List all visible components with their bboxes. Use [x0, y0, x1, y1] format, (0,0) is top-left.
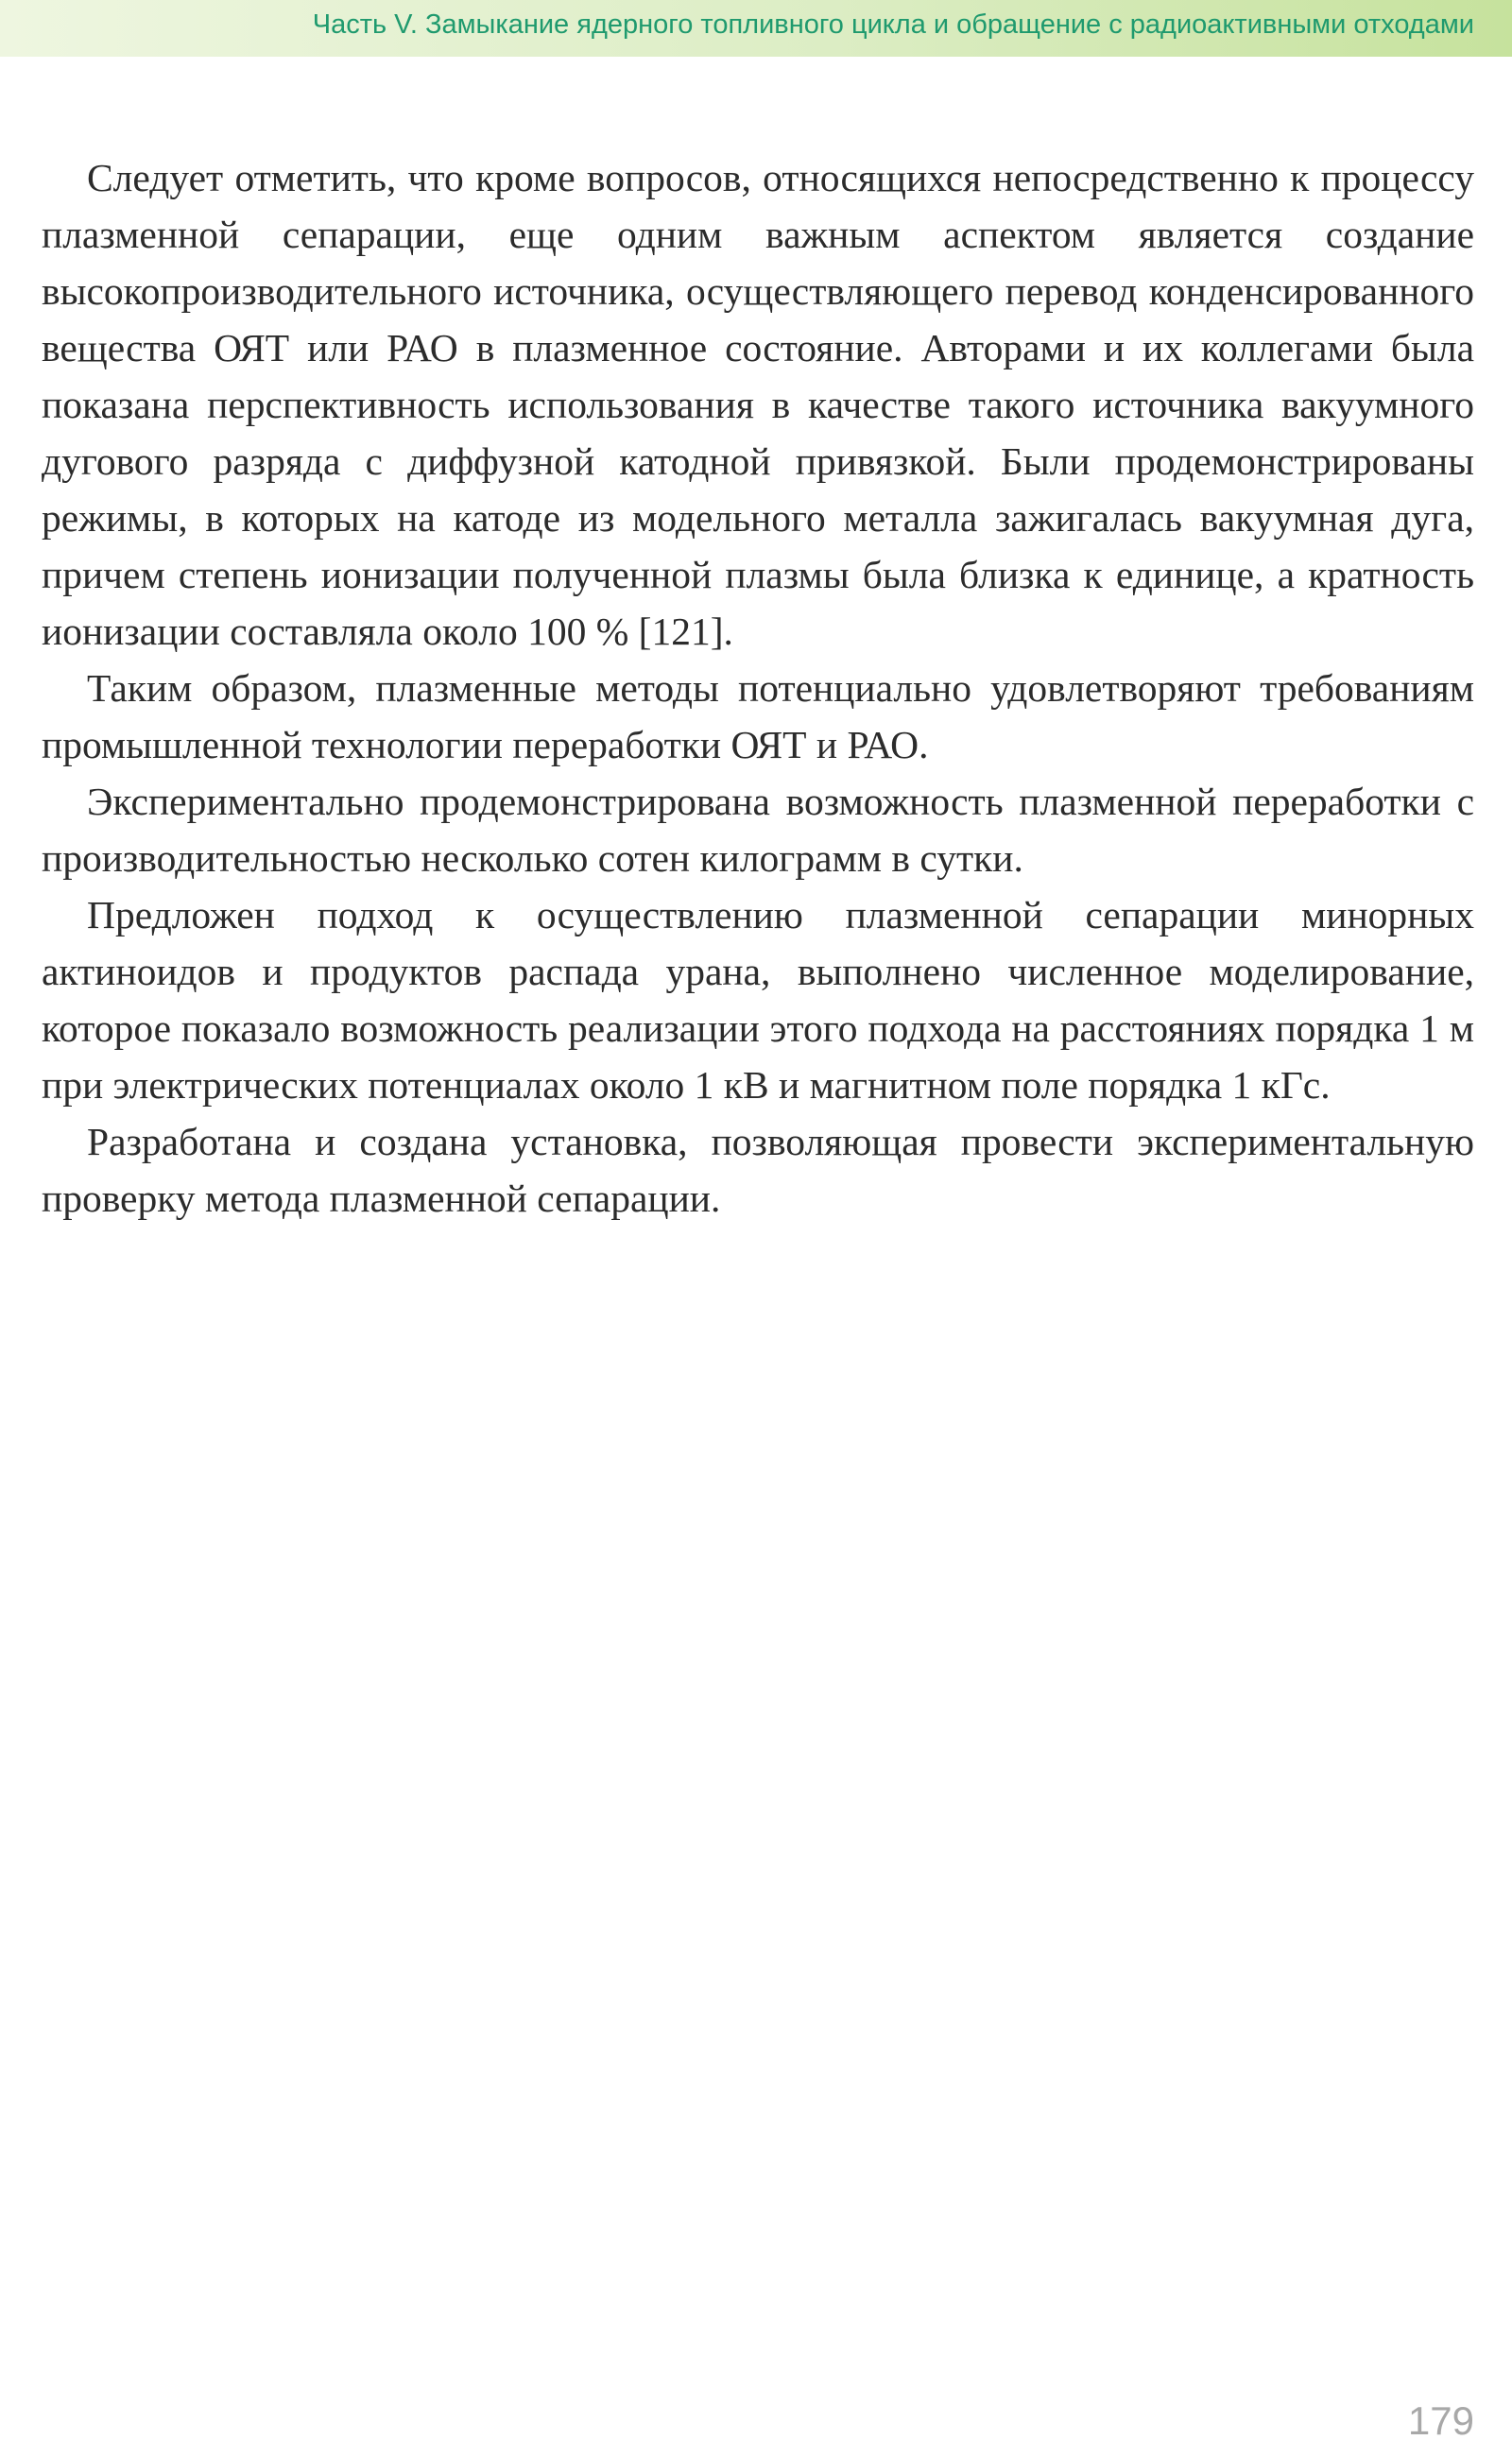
paragraph: Предложен подход к осуществлению плазменной сепарации минорных актиноидов и продуктов распада урана, выполнено численное моделирование, которое показало возможность реализации этого подхода на расстояниях порядка 1 м при электрических потенциалах около 1 кВ и магнитном поле порядка 1 кГс.	[42, 893, 1474, 1107]
paragraph: Разработана и создана установка, позволяющая провести экспериментальную проверку метода плазменной сепарации.	[42, 1120, 1474, 1220]
running-header	[0, 0, 1512, 57]
paragraph: Следует отметить, что кроме вопросов, относящихся непосредственно к процессу плазменной сепарации, еще одним важным аспектом является создание высокопроизводительного источника, осуществляющего перевод конденсированного вещества ОЯТ или РАО в плазменное состояние. Авторами и их коллегами была показана перспективность использования в качестве такого источника вакуумного дугового разряда с диффузной катодной привязкой. Были продемонстрированы режимы, в которых на катоде из модельного металла зажигалась вакуумная дуга, причем степень ионизации полученной плазмы была близка к единице, а кратность ионизации составляла около 100 % [121].	[42, 156, 1474, 653]
paragraph: Таким образом, плазменные методы потенциально удовлетворяют требованиям промышленной технологии переработки ОЯТ и РАО.	[42, 666, 1474, 766]
paragraph: Экспериментально продемонстрирована возможность плазменной переработки с производительностью несколько сотен килограмм в сутки.	[42, 780, 1474, 880]
page-number: 179	[1407, 2398, 1474, 2443]
body-text	[42, 149, 1474, 1227]
running-header-title: Часть V. Замыкание ядерного топливного цикла и обращение с радиоактивными отходами	[312, 9, 1474, 40]
